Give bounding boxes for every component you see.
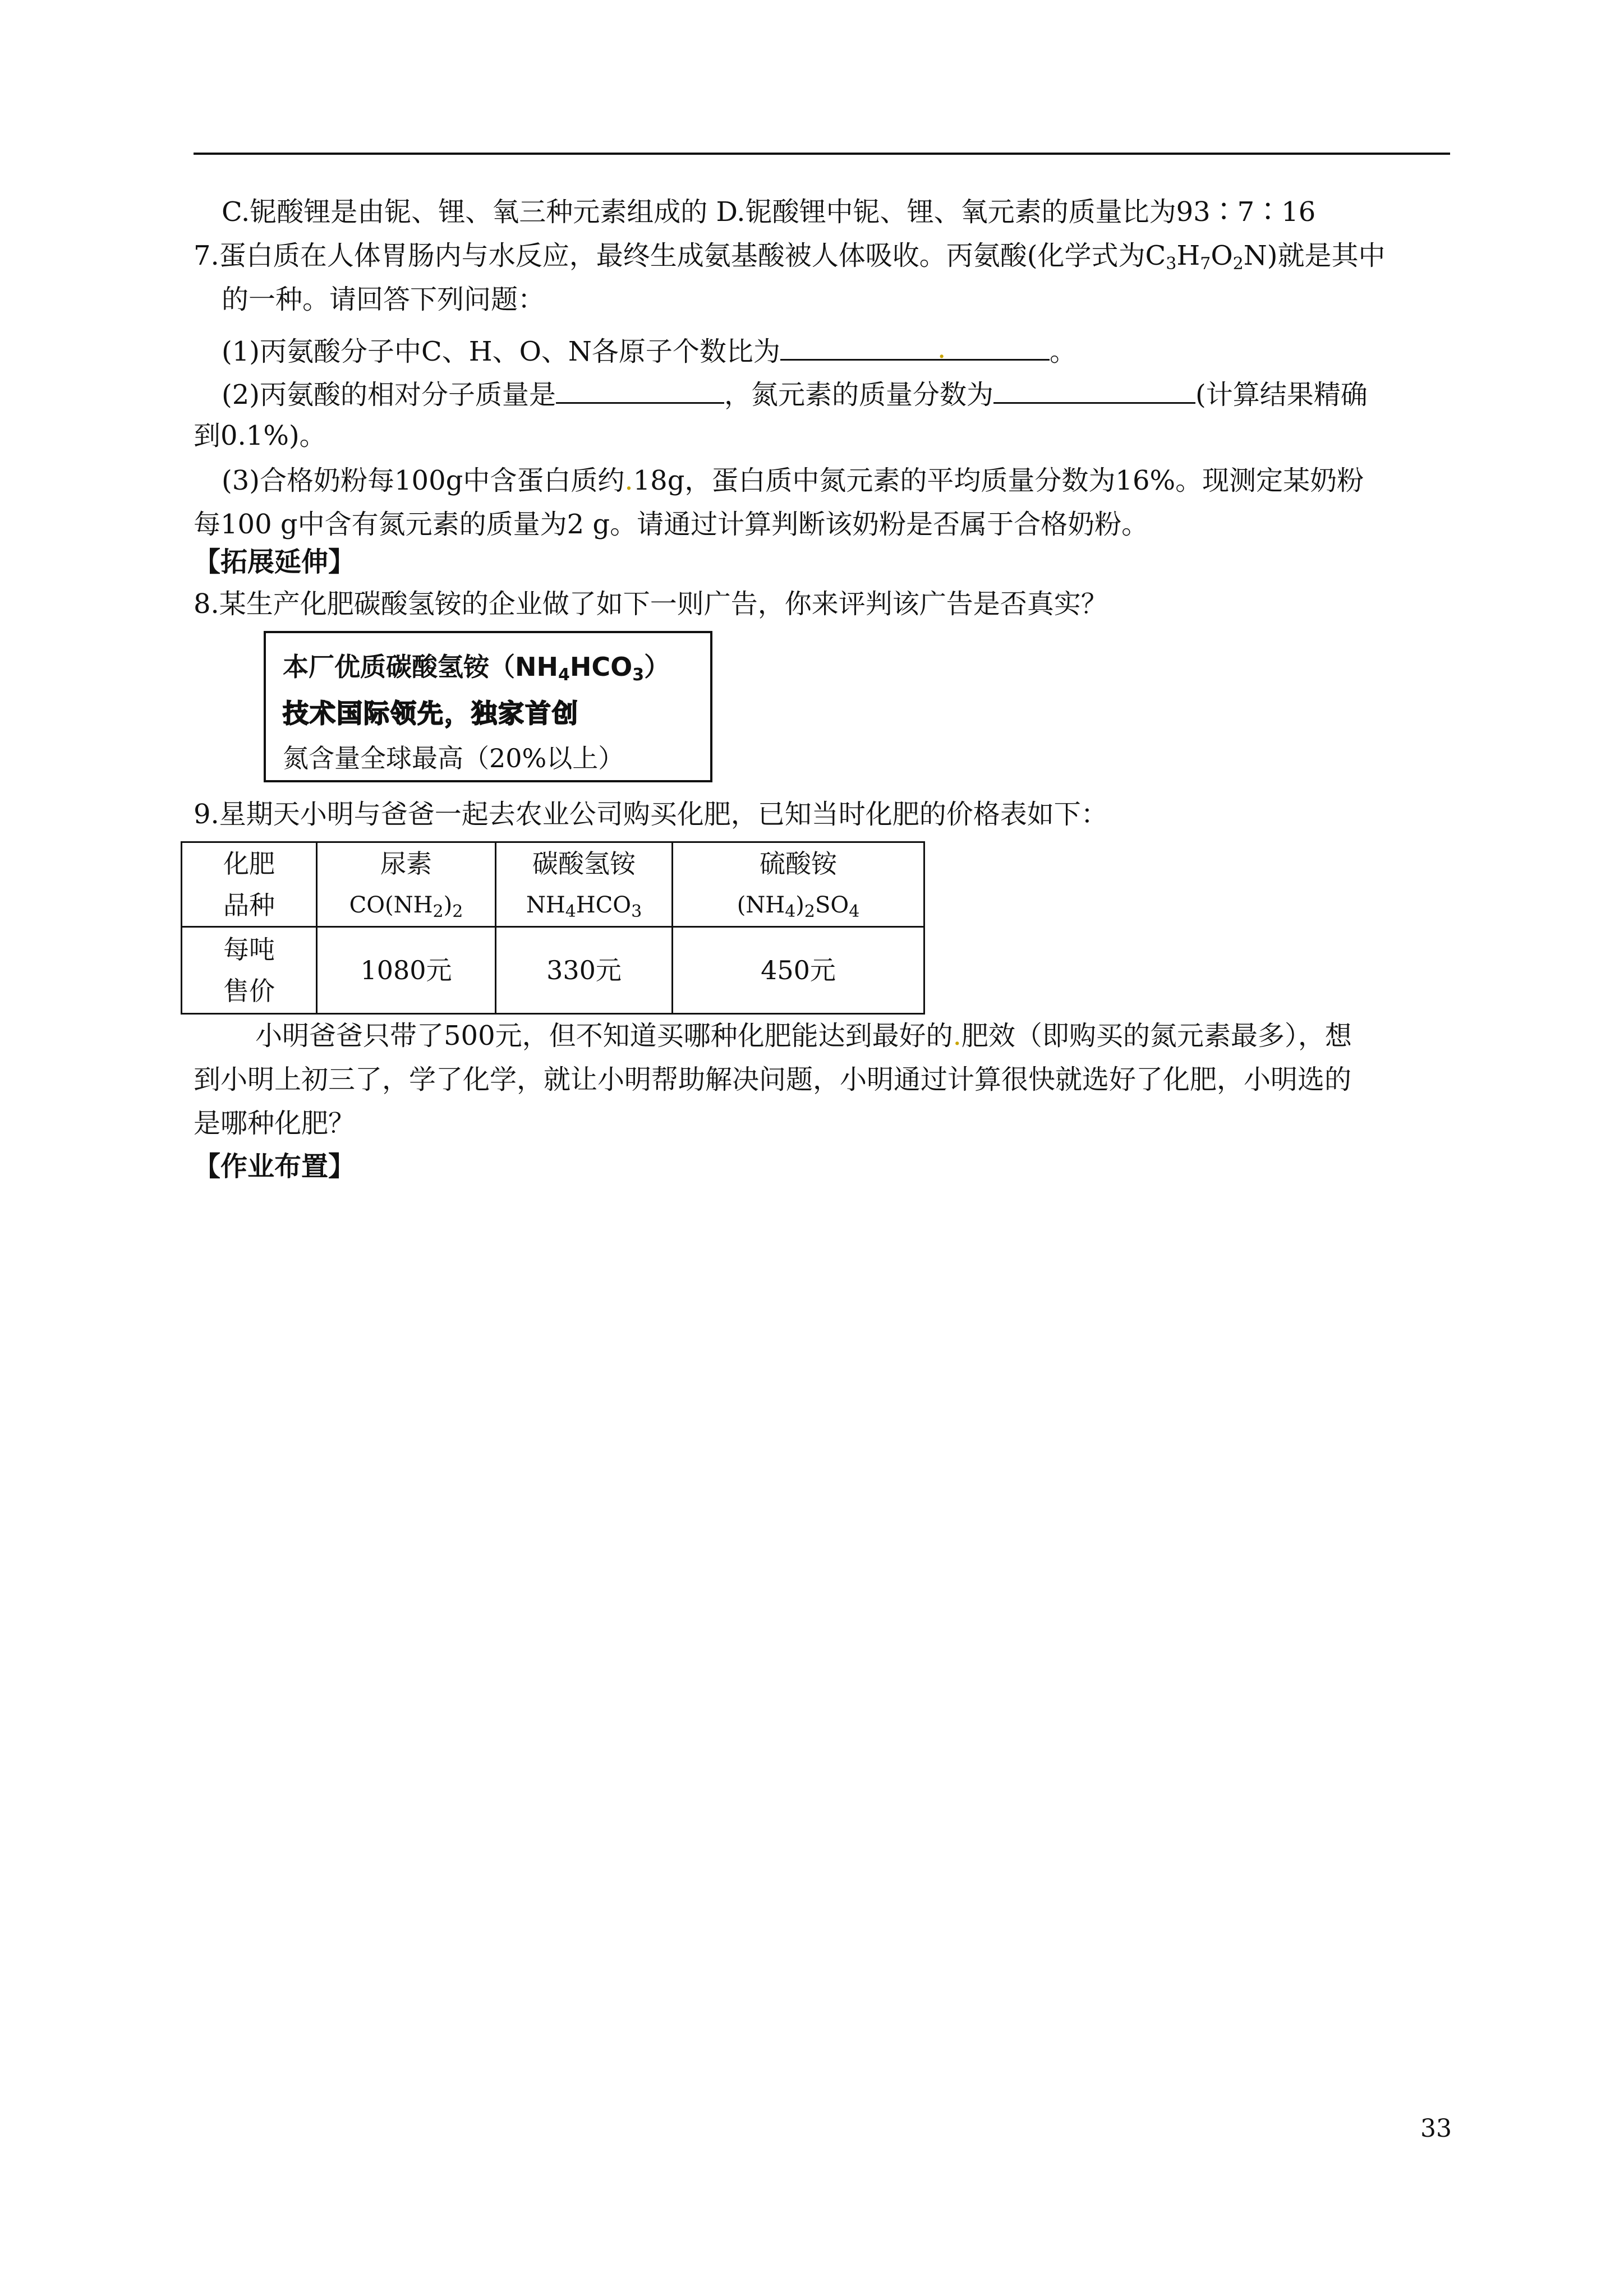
q7-part1-answer-blank[interactable]: . [780, 331, 1050, 361]
advertisement-box [264, 631, 712, 782]
q6-options-cd: C.铌酸锂是由铌、锂、氧三种元素组成的 D.铌酸锂中铌、锂、氧元素的质量比为93∶7∶16 [222, 196, 1316, 228]
q9-stem: 9.星期天小明与爸爸一起去农业公司购买化肥，已知当时化肥的价格表如下： [194, 799, 1108, 830]
table-row [182, 842, 924, 927]
table-cell-ammonium-bicarbonate: 碳酸氢铵 $NH_4HCO_3$ [496, 842, 673, 927]
q9-paragraph-line2: 到小明上初三了，学了化学，就让小明帮助解决问题，小明通过计算很快就选好了化肥，小明选的 [194, 1064, 1352, 1095]
page-number: 33 [1420, 2114, 1452, 2143]
table-cell-urea: 尿素 $CO(NH_2)_2$ [317, 842, 496, 927]
ad-claim: 氮含量全球最高（20%以上） [283, 743, 624, 773]
fertilizer-price-table [181, 841, 925, 1015]
table-price-urea: 1080元 [317, 927, 496, 1014]
q7-part3-line2: 每100 g中含有氮元素的质量为2 g。请通过计算判断该奶粉是否属于合格奶粉。 [194, 509, 1149, 540]
q7-stem-line1: 7.蛋白质在人体胃肠内与水反应，最终生成氨基酸被人体吸收。丙氨酸(化学式为$C_3H_7O_2N$)就是其中 [194, 240, 1386, 274]
q7-stem-line2: 的一种。请回答下列问题： [222, 284, 545, 315]
q7-part1: (1)丙氨酸分子中C、H、O、N各原子个数比为 . 。 [222, 331, 1076, 370]
section-heading-extension: 【拓展延伸】 [194, 546, 356, 578]
table-header-cell: 化肥 品种 [182, 842, 317, 927]
section-heading-homework: 【作业布置】 [194, 1151, 356, 1182]
table-price-ammonium-bicarbonate: 330元 [496, 927, 673, 1014]
q7-part2-mass-blank[interactable] [556, 374, 724, 404]
q7-part3-line1: (3)合格奶粉每100g中含蛋白质约.18g，蛋白质中氮元素的平均质量分数为16%。现测定某奶粉 [222, 465, 1364, 496]
table-price-label-cell: 每吨 售价 [182, 927, 317, 1014]
ad-slogan: 技术国际领先，独家首创 [283, 698, 579, 729]
header-rule [194, 153, 1450, 155]
q7-part2-fraction-blank[interactable] [993, 374, 1195, 404]
table-cell-ammonium-sulfate: 硫酸铵 $(NH_4)_2SO_4$ [673, 842, 924, 927]
ad-title: 本厂优质碳酸氢铵$(NH_4HCO_3)$ [283, 652, 670, 685]
table-row [182, 927, 924, 1014]
table-price-ammonium-sulfate: 450元 [673, 927, 924, 1014]
q9-paragraph-line1: 小明爸爸只带了500元，但不知道买哪种化肥能达到最好的.肥效（即购买的氮元素最多），想 [255, 1020, 1352, 1052]
q9-paragraph-line3: 是哪种化肥？ [194, 1108, 356, 1139]
q7-part2: (2)丙氨酸的相对分子质量是 ，氮元素的质量分数为 (计算结果精确 [222, 374, 1368, 413]
q7-part2-line2: 到0.1%)。 [194, 420, 326, 451]
q8-stem: 8.某生产化肥碳酸氢铵的企业做了如下一则广告，你来评判该广告是否真实？ [194, 588, 1108, 620]
